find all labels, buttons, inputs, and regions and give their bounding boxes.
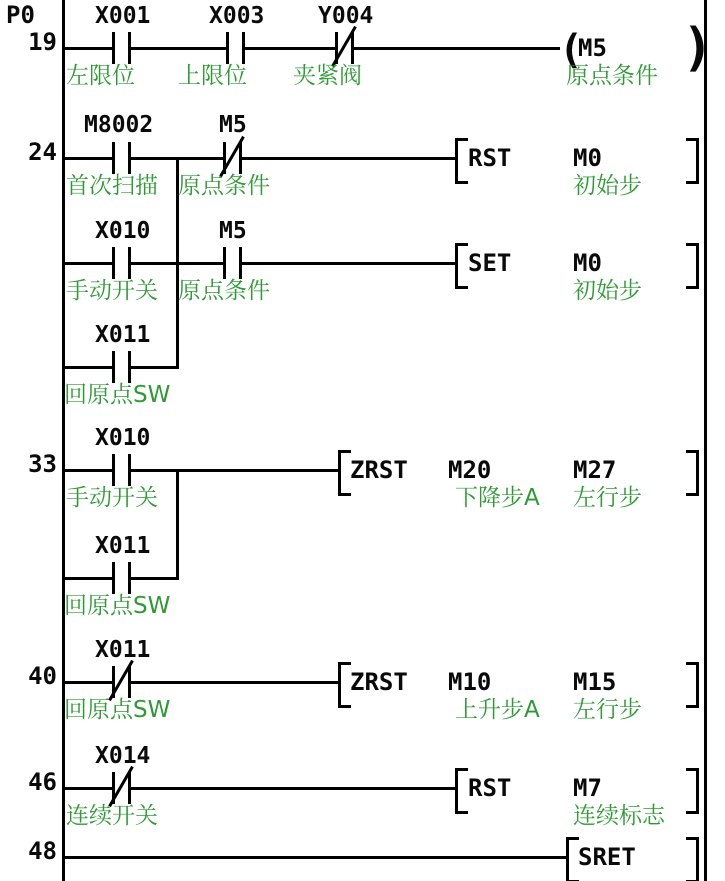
device-label: X001	[95, 3, 151, 29]
instruction-op[interactable]: SRET	[578, 843, 636, 871]
device-comment: 夹紧阀	[293, 63, 362, 89]
branch-junction-line	[176, 469, 179, 580]
instruction-open-bracket[interactable]	[455, 138, 468, 184]
pointer-label: P0	[6, 1, 35, 29]
device-comment: 回原点SW	[64, 593, 171, 619]
rung-line	[63, 47, 560, 50]
instruction-operand[interactable]: M20	[448, 456, 492, 484]
device-comment: 原点条件	[178, 173, 270, 199]
rung-line	[63, 681, 338, 684]
instruction-close-bracket[interactable]	[686, 662, 699, 708]
coil-open-paren[interactable]: (	[559, 27, 584, 73]
right-power-rail	[704, 0, 707, 881]
device-label: X010	[95, 218, 151, 244]
left-power-rail	[62, 0, 65, 881]
operand-comment: 下降步A	[455, 485, 540, 511]
instruction-close-bracket[interactable]	[686, 243, 699, 289]
device-comment: 原点条件	[566, 63, 658, 89]
step-number: 46	[28, 768, 57, 796]
instruction-operand[interactable]: M15	[573, 668, 617, 696]
device-label: M5	[219, 112, 247, 138]
instruction-open-bracket[interactable]	[455, 768, 468, 814]
device-comment: 手动开关	[66, 278, 158, 304]
step-number: 19	[28, 28, 57, 56]
device-comment: 左限位	[66, 63, 135, 89]
instruction-op[interactable]: RST	[468, 774, 512, 802]
rung-line	[63, 469, 338, 472]
step-number: 33	[28, 450, 57, 478]
instruction-op[interactable]: RST	[468, 144, 512, 172]
device-label: X011	[95, 637, 151, 663]
instruction-close-bracket[interactable]	[686, 768, 699, 814]
device-comment: 原点条件	[178, 278, 270, 304]
instruction-op[interactable]: ZRST	[350, 668, 408, 696]
operand-comment: 初始步	[573, 278, 642, 304]
device-label: X014	[95, 743, 151, 769]
instruction-operand[interactable]: M7	[573, 774, 602, 802]
device-label: X011	[95, 533, 151, 559]
device-comment: 连续开关	[66, 803, 158, 829]
device-label: M8002	[84, 112, 154, 138]
instruction-operand[interactable]: M27	[573, 456, 617, 484]
coil-device[interactable]: M5	[578, 34, 607, 62]
instruction-operand[interactable]: M0	[573, 144, 602, 172]
coil-close-paren[interactable]: )	[682, 18, 714, 78]
device-comment: 上限位	[178, 63, 247, 89]
step-number: 40	[28, 662, 57, 690]
device-label: X010	[95, 425, 151, 451]
device-comment: 首次扫描	[66, 173, 158, 199]
step-number: 48	[28, 837, 57, 865]
operand-comment: 上升步A	[455, 697, 540, 723]
instruction-close-bracket[interactable]	[686, 450, 699, 496]
rung-line	[63, 856, 568, 859]
instruction-close-bracket[interactable]	[686, 837, 699, 881]
step-number: 24	[28, 138, 57, 166]
device-label: X011	[95, 322, 151, 348]
instruction-operand[interactable]: M10	[448, 668, 492, 696]
operand-comment: 左行步	[573, 485, 642, 511]
device-label: M5	[219, 218, 247, 244]
instruction-op[interactable]: SET	[468, 249, 512, 277]
instruction-operand[interactable]: M0	[573, 249, 602, 277]
instruction-close-bracket[interactable]	[686, 138, 699, 184]
operand-comment: 连续标志	[573, 803, 665, 829]
device-comment: 手动开关	[66, 485, 158, 511]
device-comment: 回原点SW	[64, 697, 171, 723]
device-label: Y004	[318, 3, 374, 29]
operand-comment: 初始步	[573, 173, 642, 199]
instruction-op[interactable]: ZRST	[350, 456, 408, 484]
device-label: X003	[209, 3, 265, 29]
instruction-open-bracket[interactable]	[455, 243, 468, 289]
device-comment: 回原点SW	[64, 382, 171, 408]
operand-comment: 左行步	[573, 697, 642, 723]
